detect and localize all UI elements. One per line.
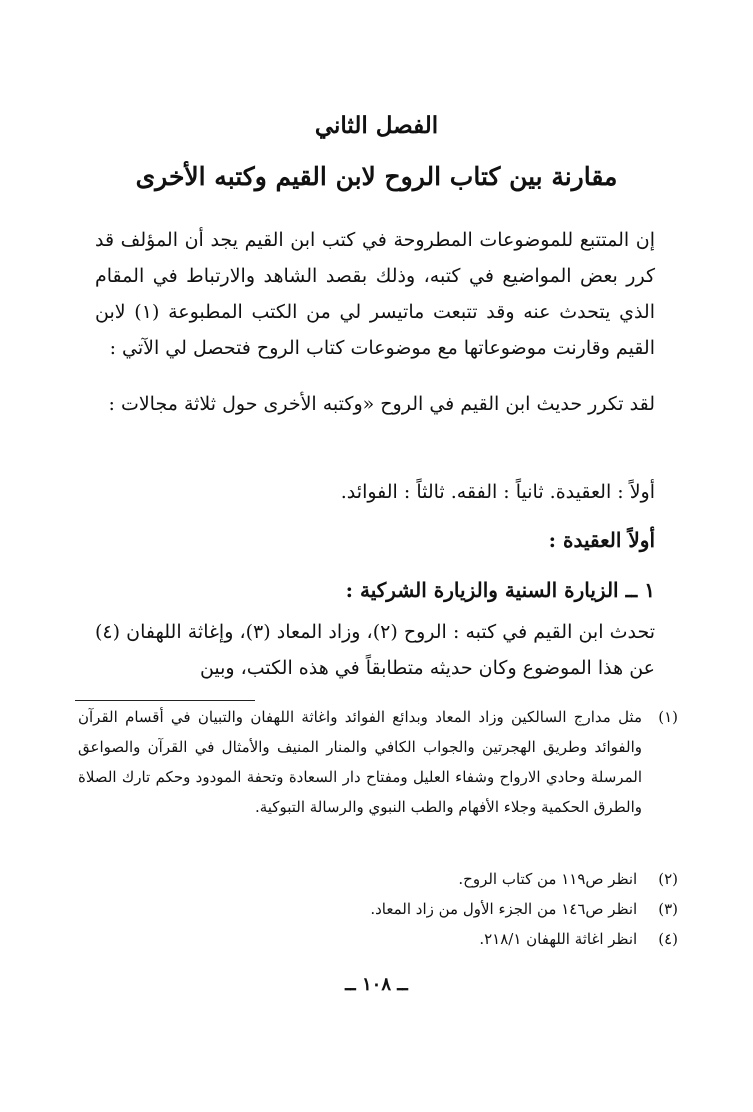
footnote-text: انظر ص١١٩ من كتاب الروح. [458,870,638,888]
chapter-subtitle: مقارنة بين كتاب الروح لابن القيم وكتبه الأخرى [135,162,618,191]
footnote-divider [75,700,255,701]
footnote-text: مثل مدارج السالكين وزاد المعاد وبدائع الفوائد واغاثة اللهفان والتبيان في أقسام القرآن والفوائد وطريق الهجرتين والجواب الكافي والمنار المنيف والأمثال في القرآن والصواعق المرسلة وحادي الارواح وشفاء العليل ومفتاح دار السعادة وتحفة المودود وحكم تارك الصلاة والطرق الحكمية وجلاء الأفهام والطب النبوي والرسالة التبوكية. [78,708,642,816]
footnote-number: (١) [658,708,678,726]
chapter-title: الفصل الثاني [314,112,439,139]
footnote-number: (٣) [658,900,678,918]
subsection-heading-ziyarah: ١ ــ الزيارة السنية والزيارة الشركية : [345,578,655,602]
paragraph-intro: إن المتتبع للموضوعات المطروحة في كتب ابن القيم يجد أن المؤلف قد كرر بعض المواضيع في كتبه، وذلك بقصد الشاهد والارتباط في المقام الذي يتحدث عنه وقد تتبعت ماتيسر لي من الكتب المطبوعة (١) لابن القيم وقارنت موضوعاتها مع موضوعات كتاب الروح فتحصل لي الآتي : [95,229,655,359]
footnote-3 [78,894,678,924]
page-number: ــ ١٠٨ ــ [345,974,408,995]
footnote-text: انظر ص١٤٦ من الجزء الأول من زاد المعاد. [370,900,638,918]
footnote-number: (٢) [658,870,678,888]
paragraph-ziyarah: تحدث ابن القيم في كتبه : الروح (٢)، وزاد المعاد (٣)، وإغاثة اللهفان (٤) عن هذا الموضوع وكان حديثه متطابقاً في هذه الكتب، وبين [95,621,655,679]
footnote-1 [78,702,678,822]
paragraph-fields: لقد تكرر حديث ابن القيم في الروح «وكتبه الأخرى حول ثلاثة مجالات : [108,393,655,415]
footnote-2 [78,864,678,894]
footnote-text: انظر اغاثة اللهفان ٢١٨/١. [479,930,638,948]
footnote-4 [78,924,678,954]
section-heading-aqeedah: أولاً العقيدة : [548,528,655,552]
paragraph-list: أولاً : العقيدة. ثانياً : الفقه. ثالثاً : الفوائد. [340,481,655,503]
footnote-number: (٤) [658,930,678,948]
